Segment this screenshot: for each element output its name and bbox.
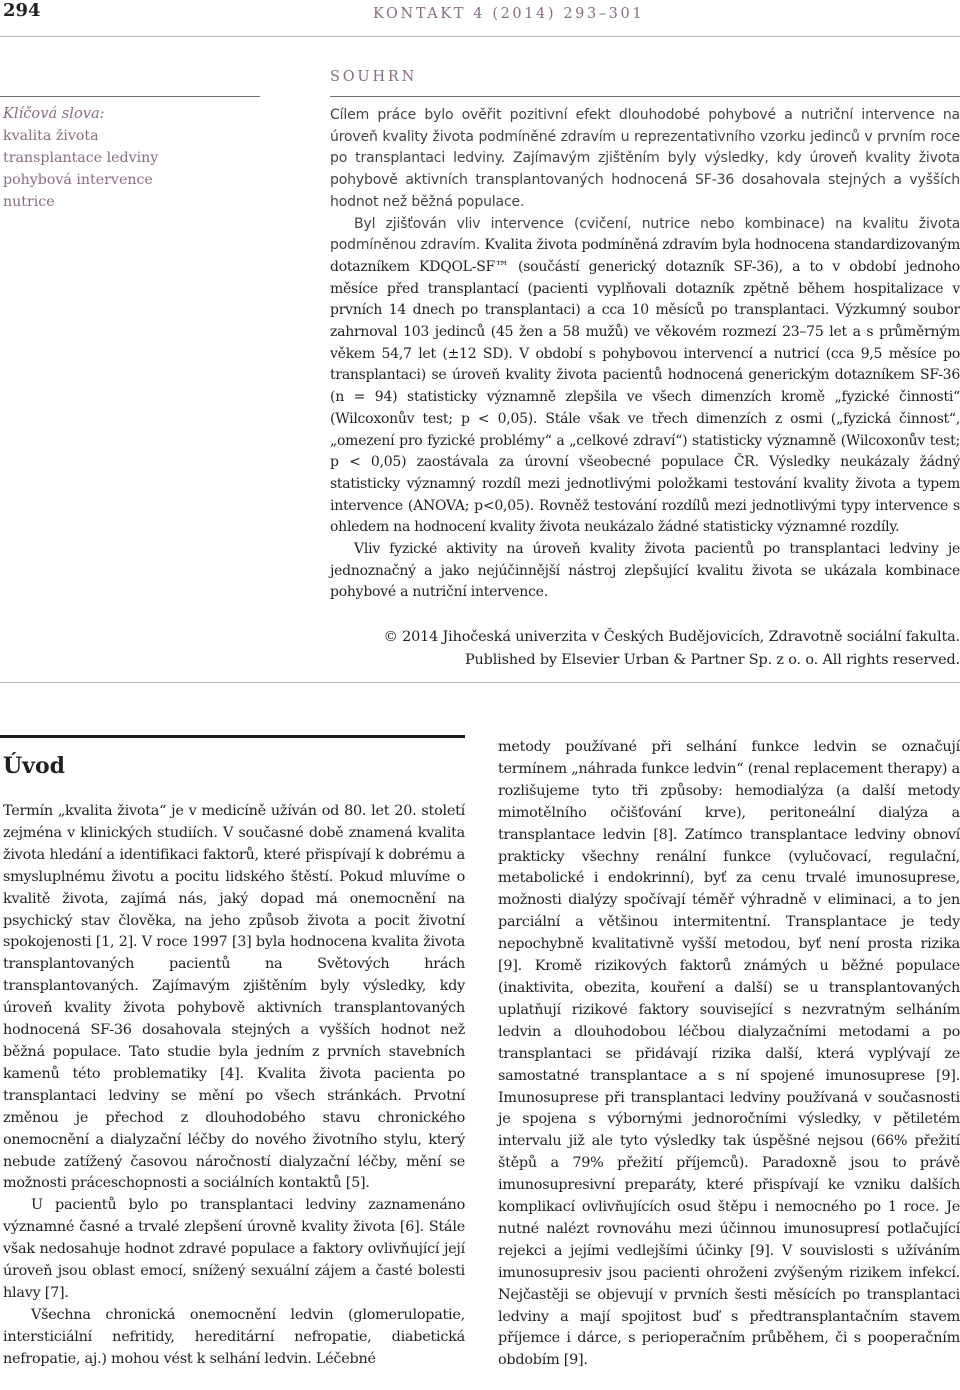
journal-header: KONTAKT 4 (2014) 293–301 [373,6,645,22]
abstract-methods-text: Kvalita života podmíněná zdravím byla hodnocena standardizovaným dotazníkem KDQOL-SF™ (součástí generický dotazník SF-36), a to v období jednoho měsíce před transplantací (pacienti vyplňovali dotazník zpětně během hospitalizace v prvních 14 dnech po transplantaci) a cca 10 měsíců po transplantaci. Výzkumný soubor zahrnoval 103 jedinců (45 žen a 58 mužů) ve věkovém rozmezí 23–75 let a s průměrným věkem 54,7 let (±12 SD). V období s pohybovou intervencí a nutricí (cca 9,5 měsíce po transplantaci) se úroveň kvality života pacientů hodnocená generickým dotazníkem SF-36 (n = 94) statisticky významně zlepšila ve všech dimenzích kromě „fyzické činnosti“ (Wilcoxonův test; p < 0,05). Stále však ve třech dimenzích z osmi („fyzická činnost“, „omezení pro fyzické problémy“ a „celkové zdraví“) statisticky významně (Wilcoxonův test; p < 0,05) zaostávala za úrovní všeobecné populace ČR. Výsledky neukázaly žádný statisticky významný rozdíl mezi jednotlivými položkami testování kvality života a typem intervence (ANOVA; p<0,05). Rovněž testování rozdílů mezi jednotlivými typy intervence s ohledem na hodnocení kvality života neukázalo žádné statisticky významné rozdíly. [330,237,960,536]
abstract-sentence: Byl zjišťován vliv intervence (cvičení, nutrice nebo kombinace) na kvalitu života podmíněnou zdravím. [330,215,960,254]
body-paragraph: metody používané při selhání funkce ledvin se označují termínem „náhrada funkce ledvin“ (renal replacement therapy) a rozlišujeme tyto tři způsoby: hemodialýza (a další metody mimotělního očišťování krve), peritoneální dialýza a transplantace ledvin [8]. Zatímco transplantace ledviny obnoví prakticky všechny renální funkce (vylučovací, regulační, metabolické i endokrinní), byť za cenu trvalé imunosuprese, možnosti dialýzy spočívají téměř výhradně v eliminaci, a to jen parciální a většinou intermitentní. Transplantace je tedy nepochybně kvalitativně vyšší metodou, byť není prosta rizika [9]. Kromě rizikových faktorů známých u běžné populace (inaktivita, obezita, kouření a další) se u transplantovaných uplatňují rizikové faktory související s nezvratným selháním ledvin a dlouhodobou léčbou dialyzačními metodami a po transplantaci se přidávají rizika další, která vyplývají ze samostatné transplantace a s ní spojené imunosuprese [9]. Imunosuprese při transplantaci ledviny používaná v současnosti je spojena s výbornými jednoročními výsledky, v pětiletém intervalu již ale tyto výsledky tak úspěšné nejsou (66% přežití štěpů a 79% přežití příjemců). Paradoxně jsou to právě imunosupresivní preparáty, které přispívají ke vzniku dalších komplikací ovlivňujících osud štěpu i nemocného po 1 roce. Je nutné nalézt rovnováhu mezi účinnou imunosupresí potlačující rejekci a jejími vedlejšími účinky [9]. V souvislosti s užíváním imunosupresiv jsou pacienti ohroženi zvýšeným rizikem infekcí. Nejčastěji se objevují v prvních šesti měsících po transplantaci ledviny a mají spojitost buď s předtransplantačním stavem příjemce i dárce, s perioperačním průběhem, či s pooperačním obdobím [9]. [498,739,960,1369]
keyword-item: pohybová intervence [3,172,153,188]
copyright-notice [330,626,960,672]
abstract-body [330,105,960,604]
header-divider [0,36,960,37]
section-title: Úvod [3,753,66,779]
abstract-paragraph [330,214,960,540]
intro-right-column [498,737,960,1372]
intro-left-column [3,801,465,1371]
abstract-paragraph: Cílem práce bylo ověřit pozitivní efekt dlouhodobé pohybové a nutriční intervence na úroveň kvality života podmíněné zdravím u reprezentativního vzorku jedinců v prvním roce po transplantaci ledviny. Zajímavým zjištěním byly výsledky, kdy úroveň kvality života pohybově aktivních transplantovaných hodnocená SF-36 dosahovala stejných a vyšších hodnot než běžná populace. [330,107,960,210]
keywords-block [3,103,258,213]
copyright-line: © 2014 Jihočeská univerzita v Českých Budějovicích, Zdravotně sociální fakulta. [383,629,960,645]
copyright-line: Published by Elsevier Urban & Partner Sp. z o. o. All rights reserved. [465,652,960,668]
section-heading-rule [0,735,465,738]
keyword-item: kvalita života [3,128,99,144]
keyword-item: nutrice [3,194,55,210]
abstract-bottom-divider [0,682,960,683]
keywords-title: Klíčová slova: [3,105,105,122]
abstract-title: SOUHRN [330,69,418,85]
body-paragraph: U pacientů bylo po transplantaci ledviny zaznamenáno významné časné a trvalé zlepšení úrovně kvality života [6]. Stále však nedosahuje hodnot zdravé populace a faktory ovlivňující její úroveň jsou oblast emocí, snížený sexuální zájem a časté bolesti hlavy [7]. [3,1197,465,1301]
body-paragraph: Termín „kvalita života“ je v medicíně užíván od 80. let 20. století zejména v klinických studiích. V současné době znamená kvalita života hledání a identifikaci faktorů, které přispívají k dobrému a smysluplnému životu a pocitu lidského štěstí. Pokud mluvíme o kvalitě života, zajímá nás, jaký dopad má onemocnění na psychický stav člověka, na jeho způsob života a pocit životní spokojenosti [1, 2]. V roce 1997 [3] byla hodnocena kvalita života transplantovaných pacientů na Světových hrách transplantovaných. Zajímavým zjištěním byly výsledky, kdy úroveň kvality života pohybově aktivních transplantovaných hodnocená SF-36 dosahovala stejných a vyšších hodnot než běžná populace. Tato studie byla jedním z prvních stavebních kamenů této problematiky [4]. Kvalita života pacienta po transplantaci ledviny se mění po všech stránkách. Prvotní změnou je přechod z dlouhodobého stavu chronického onemocnění a dialyzační léčby do nového životního stylu, který nebude zatížený časovou náročností dialyzační léčby, mění se možnosti práceschopnosti a sociálních kontaktů [5]. [3,803,465,1192]
page-number: 294 [3,0,41,21]
abstract-paragraph: Vliv fyzické aktivity na úroveň kvality života pacientů po transplantaci ledviny je jednoznačný a jako nejúčinnější nástroj zlepšující kvalitu života se ukázala kombinace pohybové a nutriční intervence. [330,541,960,601]
keyword-item: transplantace ledviny [3,150,159,166]
abstract-divider [330,96,960,97]
body-paragraph: Všechna chronická onemocnění ledvin (glomerulopatie, intersticiální nefritidy, hereditární nefropatie, diabetická nefropatie, aj.) mohou vést k selhání ledvin. Léčebné [3,1306,465,1367]
keywords-divider [0,96,260,97]
